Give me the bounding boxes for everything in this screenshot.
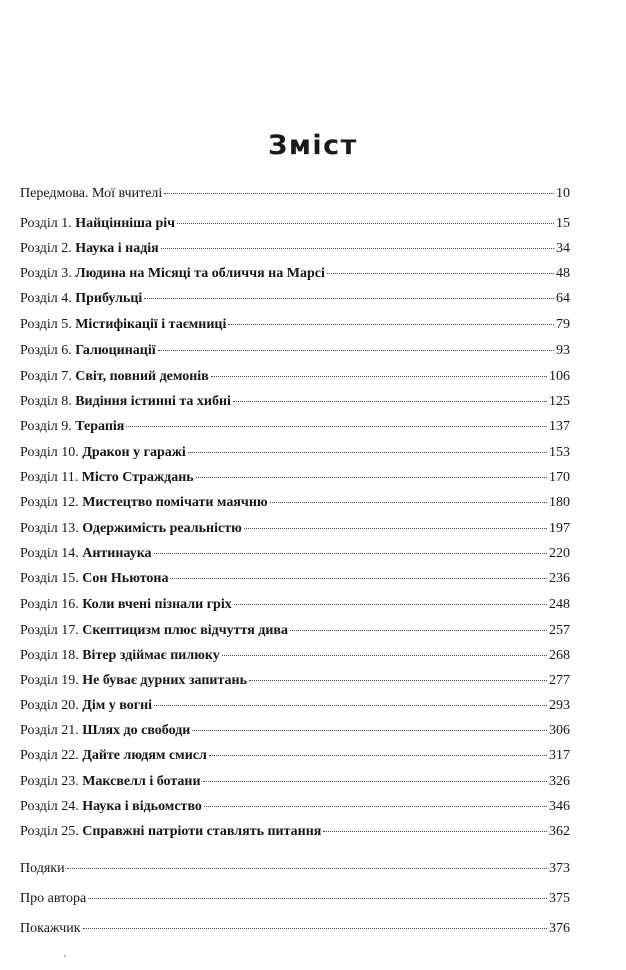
toc-page-number: 236 bbox=[549, 571, 570, 586]
toc-entry-label bbox=[20, 647, 220, 665]
toc-entry-title: Дракон у гаражі bbox=[82, 445, 186, 460]
toc-entry-title: Наука і надія bbox=[75, 241, 159, 256]
toc-entry bbox=[20, 393, 570, 411]
toc-entry-prefix: Про автора bbox=[20, 891, 87, 906]
toc-entry-title: Світ, повний демонів bbox=[75, 369, 209, 384]
dot-leader bbox=[192, 730, 547, 731]
dot-leader bbox=[126, 426, 547, 427]
toc-entry-prefix: Розділ 9. bbox=[20, 419, 76, 434]
toc-entry-prefix: Розділ 17. bbox=[20, 623, 83, 638]
toc-entry bbox=[20, 316, 570, 334]
toc-page-number: 346 bbox=[549, 799, 570, 814]
toc-entry-prefix: Розділ 12. bbox=[20, 495, 83, 510]
toc-entry-prefix: Розділ 5. bbox=[20, 317, 76, 332]
toc-entry-prefix: Передмова. Мої вчителі bbox=[20, 186, 163, 201]
toc-entry-prefix: Розділ 4. bbox=[20, 291, 76, 306]
toc-entry-label bbox=[20, 393, 231, 411]
toc-entry-prefix: Розділ 11. bbox=[20, 470, 82, 485]
toc-entry-title: Дім у вогні bbox=[82, 698, 153, 713]
toc-page-number: 248 bbox=[549, 597, 570, 612]
toc-entry-title: Не буває дурних запитань bbox=[82, 673, 247, 688]
toc-entry-prefix: Розділ 7. bbox=[20, 369, 76, 384]
toc-entry-label bbox=[20, 469, 194, 487]
toc-page-number: 362 bbox=[549, 824, 570, 839]
toc-entry-title: Наука і відьомство bbox=[82, 799, 202, 814]
toc-entry-label bbox=[20, 570, 168, 588]
toc-entry-title: Мистецтво помічати маячню bbox=[82, 495, 268, 510]
toc-entry bbox=[20, 368, 570, 386]
toc-entry-title: Терапія bbox=[75, 419, 125, 434]
toc-entry-prefix: Розділ 18. bbox=[20, 648, 83, 663]
toc-page-number: 257 bbox=[549, 623, 570, 638]
toc-entry bbox=[20, 290, 570, 308]
toc-entry-label bbox=[20, 185, 162, 203]
toc-entry bbox=[20, 570, 570, 588]
toc-entry-title: Місто Страждань bbox=[81, 470, 194, 485]
dot-leader bbox=[177, 223, 554, 224]
dot-leader bbox=[67, 868, 547, 869]
toc-page-number: 34 bbox=[556, 241, 570, 256]
toc-entry-prefix: Розділ 3. bbox=[20, 266, 76, 281]
dot-leader bbox=[233, 401, 547, 402]
toc-entry bbox=[20, 418, 570, 436]
toc-entry bbox=[20, 890, 570, 908]
dot-leader bbox=[161, 248, 554, 249]
toc-entry-prefix: Подяки bbox=[20, 861, 65, 876]
toc-entry-label bbox=[20, 798, 202, 816]
toc-entry-label bbox=[20, 596, 232, 614]
toc-entry bbox=[20, 545, 570, 563]
toc-entry-title: Антинаука bbox=[82, 546, 152, 561]
toc-page-number: 106 bbox=[549, 369, 570, 384]
dot-leader bbox=[209, 755, 547, 756]
toc-entry-prefix: Розділ 22. bbox=[20, 748, 83, 763]
dot-leader bbox=[158, 350, 554, 351]
toc-entry-prefix: Розділ 1. bbox=[20, 216, 76, 231]
toc-entry-title: Прибульці bbox=[75, 291, 143, 306]
dot-leader bbox=[249, 680, 547, 681]
dot-leader bbox=[327, 273, 554, 274]
dot-leader bbox=[270, 502, 547, 503]
toc-entry-label bbox=[20, 890, 86, 908]
toc-entry-label bbox=[20, 342, 156, 360]
toc-page-number: 170 bbox=[549, 470, 570, 485]
toc-page-number: 220 bbox=[549, 546, 570, 561]
toc-entry-label bbox=[20, 920, 81, 938]
toc-entry-label bbox=[20, 823, 321, 841]
toc-entry-title: Дайте людям смисл bbox=[82, 748, 207, 763]
toc-entry bbox=[20, 697, 570, 715]
toc-page-number: 153 bbox=[549, 445, 570, 460]
dot-leader bbox=[154, 705, 547, 706]
toc-entry-prefix: Розділ 13. bbox=[20, 521, 83, 536]
toc-page-number: 93 bbox=[556, 343, 570, 358]
toc-entry-prefix: Розділ 16. bbox=[20, 597, 83, 612]
toc-page-number: 10 bbox=[556, 186, 570, 201]
toc-entry-label bbox=[20, 444, 186, 462]
toc-entry bbox=[20, 444, 570, 462]
toc-entry-title: Максвелл і ботани bbox=[82, 774, 201, 789]
toc-page-number: 197 bbox=[549, 521, 570, 536]
toc-entry-label bbox=[20, 368, 209, 386]
dot-leader bbox=[154, 553, 547, 554]
toc-entry bbox=[20, 773, 570, 791]
dot-leader bbox=[290, 630, 547, 631]
toc-entry-label bbox=[20, 215, 175, 233]
toc-entry-label bbox=[20, 697, 152, 715]
toc-entry-title: Скептицизм плюс відчуття дива bbox=[82, 623, 288, 638]
toc-entry bbox=[20, 520, 570, 538]
toc-entry-title: Містифікації і таємниці bbox=[75, 317, 227, 332]
toc-entry-prefix: Розділ 14. bbox=[20, 546, 83, 561]
toc-page-number: 373 bbox=[549, 861, 570, 876]
dot-leader bbox=[144, 298, 554, 299]
toc-entry bbox=[20, 265, 570, 283]
toc-entry-prefix: Розділ 24. bbox=[20, 799, 83, 814]
toc-entry-prefix: Розділ 6. bbox=[20, 343, 76, 358]
toc-page-number: 293 bbox=[549, 698, 570, 713]
toc-entry bbox=[20, 747, 570, 765]
toc-entry-title: Людина на Місяці та обличчя на Марсі bbox=[75, 266, 325, 281]
toc-entry-label bbox=[20, 545, 152, 563]
toc-entry-label bbox=[20, 240, 159, 258]
toc-entry-label bbox=[20, 672, 247, 690]
toc-page-number: 79 bbox=[556, 317, 570, 332]
toc-entry bbox=[20, 622, 570, 640]
toc-entry-label bbox=[20, 773, 201, 791]
dot-leader bbox=[203, 781, 547, 782]
toc-entry-prefix: Розділ 8. bbox=[20, 394, 76, 409]
toc-entry-title: Коли вчені пізнали гріх bbox=[82, 597, 232, 612]
dot-leader bbox=[211, 376, 547, 377]
toc-entry-label bbox=[20, 316, 226, 334]
toc-page-number: 376 bbox=[549, 921, 570, 936]
toc-entry-prefix: Розділ 2. bbox=[20, 241, 76, 256]
toc-entry-prefix: Розділ 23. bbox=[20, 774, 83, 789]
toc-page-number: 326 bbox=[549, 774, 570, 789]
toc-entry bbox=[20, 920, 570, 938]
toc-entry-prefix: Розділ 21. bbox=[20, 723, 83, 738]
toc-entry-label bbox=[20, 747, 207, 765]
toc-entry bbox=[20, 342, 570, 360]
toc-page-number: 277 bbox=[549, 673, 570, 688]
toc-entry bbox=[20, 185, 570, 203]
toc-entry bbox=[20, 240, 570, 258]
toc-entry bbox=[20, 647, 570, 665]
toc-page-number: 125 bbox=[549, 394, 570, 409]
toc-entry-title: Сон Ньютона bbox=[82, 571, 169, 586]
dot-leader bbox=[234, 604, 547, 605]
toc-entry bbox=[20, 798, 570, 816]
toc-entry-label bbox=[20, 722, 190, 740]
toc-page-number: 48 bbox=[556, 266, 570, 281]
toc-entry-title: Вітер здіймає пилюку bbox=[82, 648, 220, 663]
dot-leader bbox=[228, 324, 554, 325]
toc-entry-prefix: Розділ 20. bbox=[20, 698, 83, 713]
print-speck bbox=[64, 955, 66, 957]
toc-entry-label bbox=[20, 520, 242, 538]
page-title: Зміст bbox=[268, 130, 358, 161]
dot-leader bbox=[244, 528, 547, 529]
toc-entry-label bbox=[20, 265, 325, 283]
dot-leader bbox=[196, 477, 547, 478]
toc-entry-title: Галюцинації bbox=[75, 343, 156, 358]
toc-page-number: 137 bbox=[549, 419, 570, 434]
dot-leader bbox=[83, 928, 547, 929]
toc-page-number: 317 bbox=[549, 748, 570, 763]
toc-entry-prefix: Розділ 10. bbox=[20, 445, 83, 460]
dot-leader bbox=[204, 806, 547, 807]
dot-leader bbox=[323, 831, 547, 832]
toc-entry-prefix: Розділ 15. bbox=[20, 571, 83, 586]
toc-entry-title: Справжні патріоти ставлять питання bbox=[82, 824, 322, 839]
dot-leader bbox=[88, 898, 547, 899]
toc-page-number: 64 bbox=[556, 291, 570, 306]
toc-page-number: 268 bbox=[549, 648, 570, 663]
toc-page-number: 15 bbox=[556, 216, 570, 231]
toc-entry bbox=[20, 823, 570, 841]
toc-entry-title: Видіння істинні та хибні bbox=[75, 394, 231, 409]
toc-entry-prefix: Покажчик bbox=[20, 921, 81, 936]
toc-entry bbox=[20, 672, 570, 690]
dot-leader bbox=[170, 578, 547, 579]
dot-leader bbox=[164, 193, 554, 194]
toc-entry-label bbox=[20, 860, 65, 878]
toc-page-number: 375 bbox=[549, 891, 570, 906]
toc-entry bbox=[20, 860, 570, 878]
dot-leader bbox=[188, 452, 547, 453]
toc-entry bbox=[20, 722, 570, 740]
toc-entry-title: Шлях до свободи bbox=[82, 723, 191, 738]
toc-entry bbox=[20, 215, 570, 233]
toc-entry-label bbox=[20, 622, 288, 640]
toc-entry bbox=[20, 469, 570, 487]
toc-entry-label bbox=[20, 290, 142, 308]
toc-entry-label bbox=[20, 418, 124, 436]
toc-page-number: 180 bbox=[549, 495, 570, 510]
toc-page-number: 306 bbox=[549, 723, 570, 738]
toc-entry-prefix: Розділ 25. bbox=[20, 824, 83, 839]
toc-entry-prefix: Розділ 19. bbox=[20, 673, 83, 688]
toc-entry bbox=[20, 494, 570, 512]
toc-entry-title: Найцінніша річ bbox=[75, 216, 176, 231]
dot-leader bbox=[222, 655, 547, 656]
toc-entry-label bbox=[20, 494, 268, 512]
toc-entry bbox=[20, 596, 570, 614]
toc-entry-title: Одержимість реальністю bbox=[82, 521, 242, 536]
